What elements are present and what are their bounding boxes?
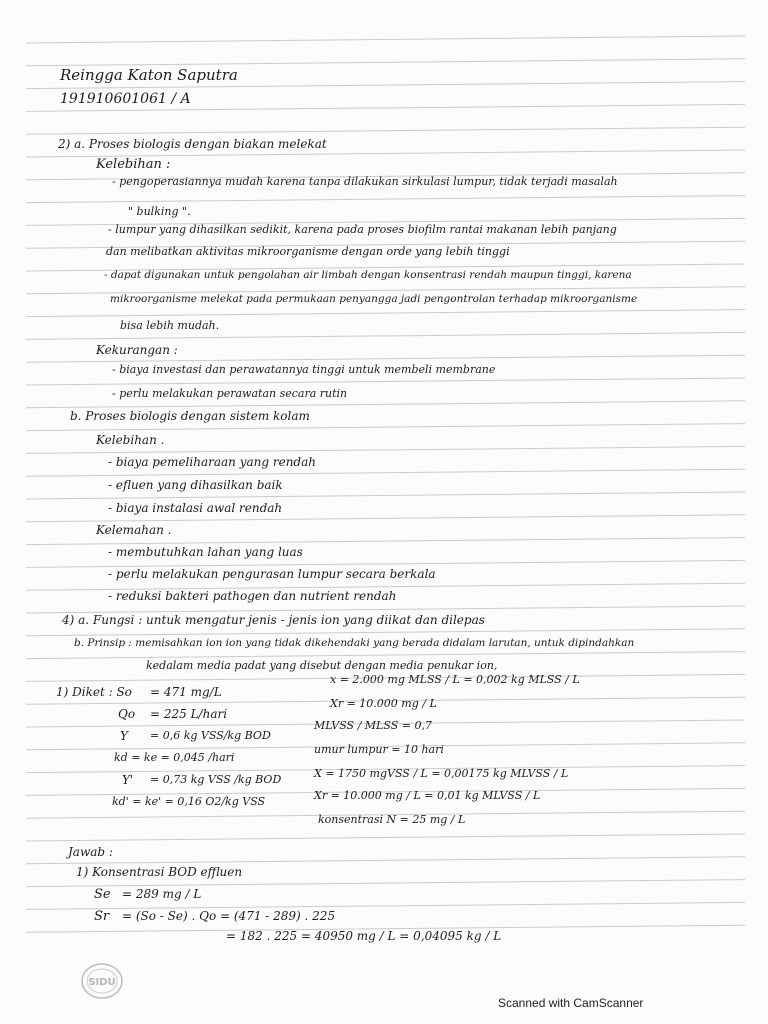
jawab-sr-value: = (So - Se) . Qo = (471 - 289) . 225 (122, 909, 336, 923)
jawab-item-1: 1) Konsentrasi BOD effluen (76, 865, 243, 879)
ruled-line (26, 196, 745, 203)
q2a-kekurangan-2: - perlu melakukan perawatan secara rutin (112, 387, 348, 400)
diket-yprime-value: = 0,73 kg VSS /kg BOD (150, 773, 282, 786)
q4b-prinsip-line-1: b. Prinsip : memisahkan ion ion yang tidak dikehendaki yang berada didalam larutan, untuk dipindahkan (74, 637, 635, 649)
q2a-kelebihan-2-line-2: dan melibatkan aktivitas mikroorganisme dengan orde yang lebih tinggi (106, 245, 510, 258)
diket-x-mlss: x = 2.000 mg MLSS / L = 0,002 kg MLSS / L (330, 673, 580, 686)
scanner-watermark: Scanned with CamScanner (498, 996, 644, 1010)
student-id: 191910601061 / A (60, 91, 191, 107)
q2b-kelemahan-heading: Kelemahan . (96, 523, 172, 537)
jawab-sr-label: Sr (94, 909, 110, 924)
q2a-kekurangan-heading: Kekurangan : (96, 343, 178, 357)
jawab-sr-value-2: = 182 . 225 = 40950 mg / L = 0,04095 kg / L (226, 929, 502, 943)
ruled-line (26, 857, 745, 864)
q2b-kelebihan-heading: Kelebihan . (96, 433, 165, 447)
q2a-kelebihan-heading: Kelebihan : (96, 157, 171, 172)
q2a-kelebihan-3-line-1: - dapat digunakan untuk pengolahan air limbah dengan konsentrasi rendah maupun tinggi, karena (104, 269, 632, 281)
ruled-line (26, 492, 745, 499)
ruled-line (26, 515, 745, 522)
ruled-line (26, 880, 745, 887)
jawab-heading: Jawab : (68, 845, 113, 859)
q2a-kelebihan-3-line-2: mikroorganisme melekat pada permukaan penyangga jadi pengontrolan terhadap mikroorganisme (110, 293, 638, 305)
q2a-kelebihan-1-line-2: " bulking ". (128, 205, 191, 218)
q2b-kelebihan-3: - biaya instalasi awal rendah (108, 501, 283, 515)
q4a-fungsi: 4) a. Fungsi : untuk mengatur jenis - jenis ion yang diikat dan dilepas (62, 613, 485, 627)
diket-yprime-label: Y' (122, 773, 134, 787)
q2b-kelemahan-1: - membutuhkan lahan yang luas (108, 545, 303, 559)
q2b-title: b. Proses biologis dengan sistem kolam (70, 409, 310, 423)
diket-so-value: = 471 mg/L (150, 685, 222, 699)
ruled-line (26, 401, 745, 408)
diket-xr: Xr = 10.000 mg / L (330, 697, 437, 710)
student-name: Reingga Katon Saputra (60, 66, 238, 84)
ruled-line (26, 332, 745, 339)
ruled-line (26, 446, 745, 453)
jawab-se-label: Se (94, 887, 111, 902)
diket-kdprime: kd' = ke' = 0,16 O2/kg VSS (112, 795, 266, 808)
diket-mlvss-ratio: MLVSS / MLSS = 0,7 (314, 719, 432, 732)
diket-qo-label: Qo (118, 707, 136, 721)
ruled-line (26, 36, 745, 43)
q2a-title: 2) a. Proses biologis dengan biakan melekat (58, 137, 327, 151)
ruled-line (26, 127, 745, 134)
q2b-kelebihan-2: - efluen yang dihasilkan baik (108, 478, 283, 492)
sidu-logo-text: SIDU (88, 977, 116, 988)
diket-qo-value: = 225 L/hari (150, 707, 228, 721)
diket-xr-mlvss: Xr = 10.000 mg / L = 0,01 kg MLVSS / L (314, 789, 541, 802)
ruled-line (26, 378, 745, 385)
ruled-line (26, 606, 745, 613)
q2a-kekurangan-1: - biaya investasi dan perawatannya tinggi untuk membeli membrane (112, 363, 496, 376)
ruled-line (26, 469, 745, 476)
ruled-line (26, 834, 745, 841)
diket-umur-lumpur: umur lumpur = 10 hari (314, 743, 444, 756)
q2a-kelebihan-1-line-1: - pengoperasiannya mudah karena tanpa dilakukan sirkulasi lumpur, tidak terjadi masalah (112, 175, 618, 188)
ruled-line (26, 310, 745, 317)
q2b-kelemahan-3: - reduksi bakteri pathogen dan nutrient rendah (108, 589, 397, 603)
q2b-kelebihan-1: - biaya pemeliharaan yang rendah (108, 455, 316, 469)
ruled-line (26, 652, 745, 659)
ruled-line (26, 150, 745, 157)
diket-so-label: 1) Diket : So (56, 685, 132, 699)
ruled-line (26, 59, 745, 66)
jawab-se-value: = 289 mg / L (122, 887, 202, 901)
ruled-line (26, 629, 745, 636)
q2a-kelebihan-3-line-3: bisa lebih mudah. (120, 319, 220, 332)
ruled-line (26, 424, 745, 431)
diket-konsentrasi-n: konsentrasi N = 25 mg / L (318, 813, 466, 826)
diket-y-value: = 0,6 kg VSS/kg BOD (150, 729, 271, 742)
q4b-prinsip-line-2: kedalam media padat yang disebut dengan media penukar ion, (146, 659, 498, 672)
diket-kd: kd = ke = 0,045 /hari (114, 751, 235, 764)
q2a-kelebihan-2-line-1: - lumpur yang dihasilkan sedikit, karena pada proses biofilm rantai makanan lebih panjang (108, 223, 617, 236)
ruled-line (26, 538, 745, 545)
sidu-logo (80, 962, 124, 1000)
q2b-kelemahan-2: - perlu melakukan pengurasan lumpur secara berkala (108, 567, 436, 581)
diket-y-label: Y (120, 729, 128, 743)
diket-x-mlvss: X = 1750 mgVSS / L = 0,00175 kg MLVSS / L (314, 767, 569, 780)
